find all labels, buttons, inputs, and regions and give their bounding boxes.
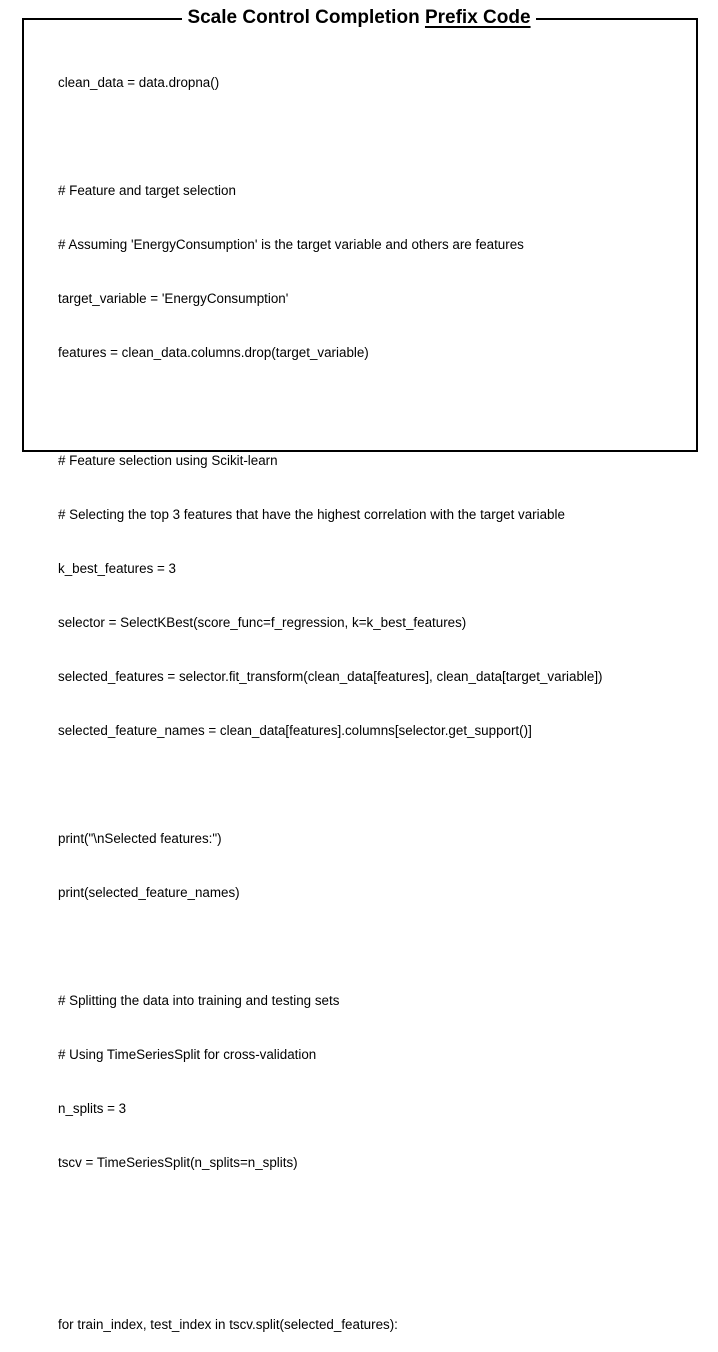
code-line: selected_feature_names = clean_data[features].columns[selector.get_support()]: [58, 723, 532, 738]
code-line: selected_features = selector.fit_transform(clean_data[features], clean_data[target_variable]): [58, 669, 603, 684]
title-main: Scale Control Completion: [187, 7, 420, 28]
code-line: features = clean_data.columns.drop(target_variable): [58, 345, 369, 360]
code-line: [58, 776, 698, 794]
code-line: # Feature and target selection: [58, 183, 236, 198]
code-line: print("\nSelected features:"): [58, 831, 222, 846]
code-line: [58, 938, 698, 956]
title-emphasis: Prefix Code: [424, 7, 531, 28]
code-line: # Splitting the data into training and testing sets: [58, 993, 340, 1008]
code-line: [58, 128, 698, 146]
code-line: [58, 1262, 698, 1280]
code-line: tscv = TimeSeriesSplit(n_splits=n_splits): [58, 1155, 298, 1170]
code-block: [58, 38, 698, 1352]
code-line: print(selected_feature_names): [58, 885, 240, 900]
code-line: # Assuming 'EnergyConsumption' is the target variable and others are features: [58, 237, 524, 252]
code-line: n_splits = 3: [58, 1101, 127, 1116]
code-line: selector = SelectKBest(score_func=f_regression, k=k_best_features): [58, 615, 467, 630]
title-container: [182, 5, 535, 31]
code-line: target_variable = 'EnergyConsumption': [58, 291, 289, 306]
code-line: [58, 1208, 698, 1226]
code-line: clean_data = data.dropna(): [58, 75, 220, 90]
code-line: # Using TimeSeriesSplit for cross-validation: [58, 1047, 317, 1062]
page-title: [0, 5, 718, 31]
code-line: [58, 398, 698, 416]
code-line: k_best_features = 3: [58, 561, 176, 576]
code-line: for train_index, test_index in tscv.split(selected_features):: [58, 1317, 398, 1332]
code-line: # Feature selection using Scikit-learn: [58, 453, 278, 468]
code-line: # Selecting the top 3 features that have the highest correlation with the target variable: [58, 507, 565, 522]
